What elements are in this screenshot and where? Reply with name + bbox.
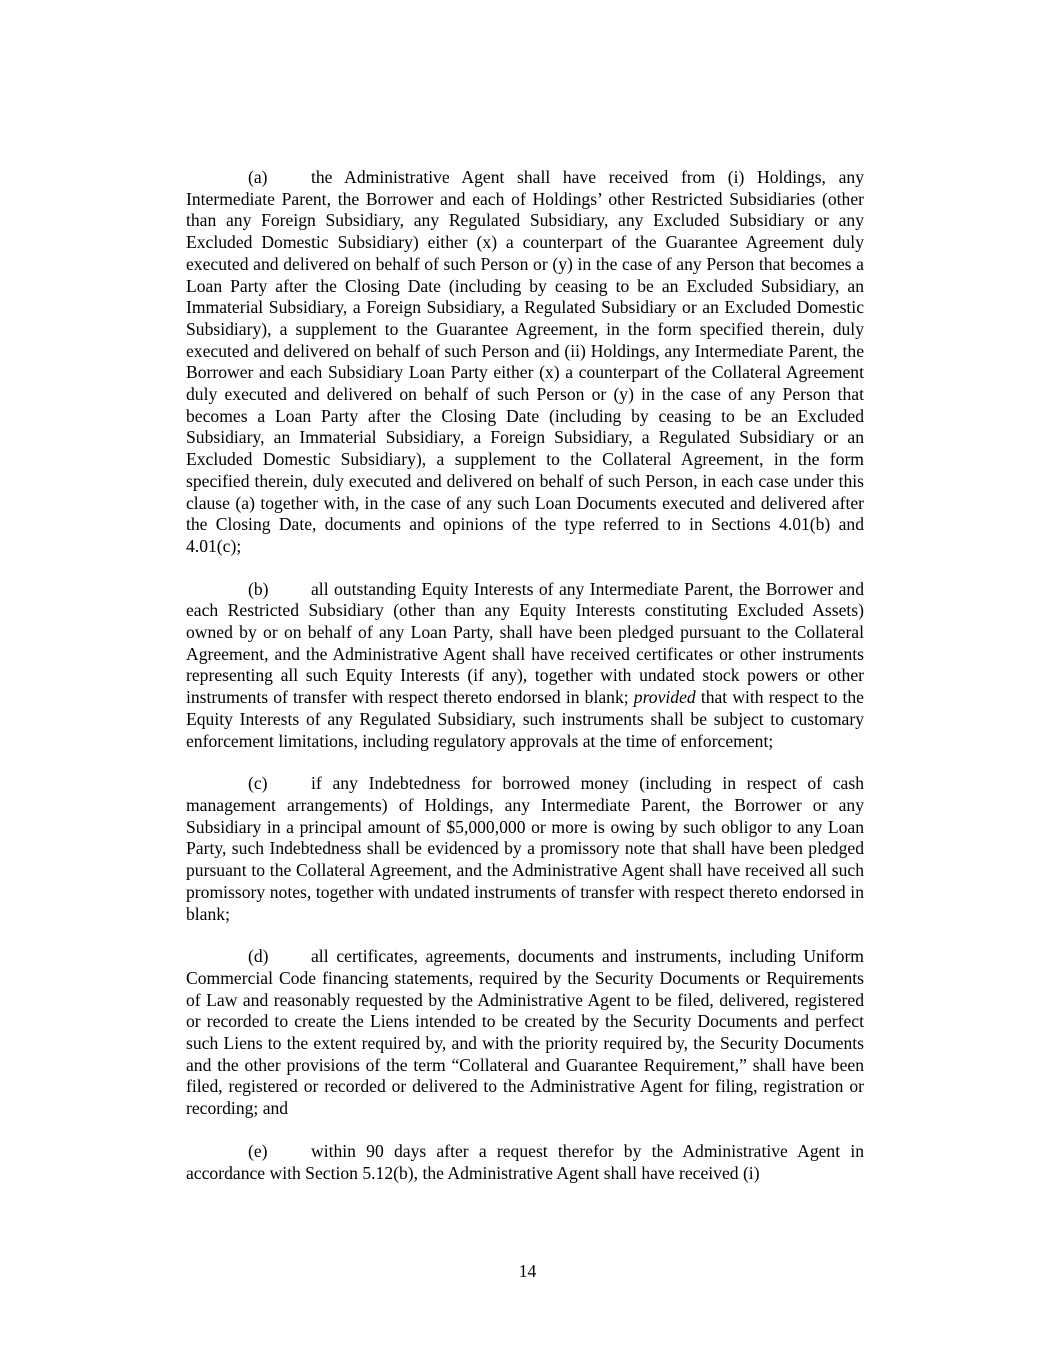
paragraph-text: all outstanding Equity Interests of any Intermediate Parent, the Borrower and each Restricted Subsidiary (other than any Equity Interests constituting Excluded Assets) owned by or on behalf of any Loan Party, shall have been pledged pursuant to the Collateral Agreement, and the Administrative Agent shall have received certificates or other instruments representing all such Equity Interests (if any), together with undated stock powers or other instruments of transfer with respect thereto endorsed in blank; [186, 578, 864, 708]
paragraph-label: (e) [248, 1140, 268, 1161]
paragraph-e [186, 1141, 864, 1184]
paragraph-label: (d) [248, 946, 269, 967]
paragraph-c [186, 773, 864, 925]
paragraph-label: (c) [248, 773, 268, 794]
paragraph-text: all certificates, agreements, documents and instruments, including Uniform Commercial Code financing statements, required by the Security Documents or Requirements of Law and reasonably requested by the Administrative Agent to be filed, delivered, registered or recorded to create the Liens intended to be created by the Security Documents and perfect such Liens to the extent required by, and with the priority required by, the Security Documents and the other provisions of the term “Collateral and Guarantee Requirement,” shall have been filed, registered or recorded or delivered to the Administrative Agent for filing, registration or recording; and [186, 946, 864, 1119]
paragraph-italic-term: provided [633, 687, 696, 708]
paragraph-d [186, 946, 864, 1120]
paragraph-a [186, 167, 864, 558]
paragraph-text: the Administrative Agent shall have received from (i) Holdings, any Intermediate Parent, the Borrower and each of Holdings’ other Restricted Subsidiaries (other than any Foreign Subsidiary, any Regulated Subsidiary, any Excluded Subsidiary or any Excluded Domestic Subsidiary) either (x) a counterpart of the Guarantee Agreement duly executed and delivered on behalf of such Person or (y) in the case of any Person that becomes a Loan Party after the Closing Date (including by ceasing to be an Excluded Subsidiary, an Immaterial Subsidiary, a Foreign Subsidiary, a Regulated Subsidiary or an Excluded Domestic Subsidiary), a supplement to the Guarantee Agreement, in the form specified therein, duly executed and delivered on behalf of such Person and (ii) Holdings, any Intermediate Parent, the Borrower and each Subsidiary Loan Party either (x) a counterpart of the Collateral Agreement duly executed and delivered on behalf of such Person or (y) in the case of any Person that becomes a Loan Party after the Closing Date (including by ceasing to be an Excluded Subsidiary, an Immaterial Subsidiary, a Foreign Subsidiary, a Regulated Subsidiary or an Excluded Domestic Subsidiary), a supplement to the Collateral Agreement, in the form specified therein, duly executed and delivered on behalf of such Person, in each case under this clause (a) together with, in the case of any such Loan Documents executed and delivered after the Closing Date, documents and opinions of the type referred to in Sections 4.01(b) and 4.01(c); [186, 167, 864, 556]
page-number: 14 [518, 1261, 537, 1281]
paragraph-text: if any Indebtedness for borrowed money (including in respect of cash management arrangements) of Holdings, any Intermediate Parent, the Borrower or any Subsidiary in a principal amount of $5,000,000 or more is owing by such obligor to any Loan Party, such Indebtedness shall be evidenced by a promissory note that shall have been pledged pursuant to the Collateral Agreement, and the Administrative Agent shall have received all such promissory notes, together with undated instruments of transfer with respect thereto endorsed in blank; [186, 773, 864, 924]
paragraph-label: (a) [248, 167, 268, 187]
paragraph-text: within 90 days after a request therefor by the Administrative Agent in accordance with Section 5.12(b), the Administrative Agent shall have received (i) [186, 1140, 864, 1183]
paragraph-b [186, 579, 864, 753]
paragraph-label: (b) [248, 578, 269, 599]
document-body [186, 167, 864, 1205]
paragraph-text-continued: that with respect to the Equity Interests of any Regulated Subsidiary, such instruments shall be subject to customary enforcement limitations, including regulatory approvals at the time of enforcement; [186, 687, 864, 751]
